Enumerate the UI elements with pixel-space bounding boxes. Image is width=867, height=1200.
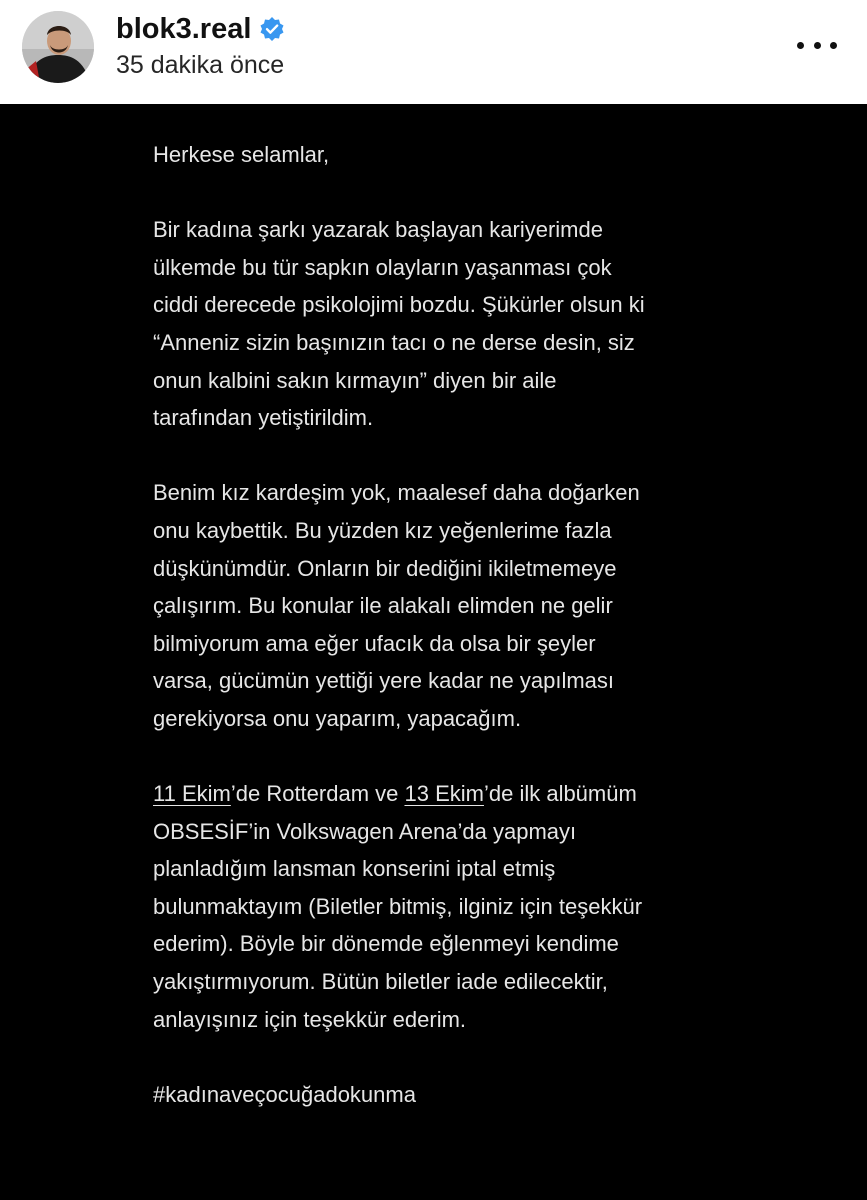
paragraph-2-line: gerekiyorsa onu yaparım, yapacağım. — [153, 705, 522, 731]
avatar[interactable] — [22, 11, 94, 83]
post-text — [153, 136, 753, 1113]
more-options-icon[interactable] — [797, 28, 837, 62]
dot — [830, 42, 837, 49]
paragraph-2-line: bilmiyorum ama eğer ufacık da olsa bir şeyler — [153, 630, 596, 656]
dot — [814, 42, 821, 49]
username-row — [116, 12, 285, 46]
date-link-11-ekim[interactable]: 11 Ekim — [153, 781, 231, 807]
paragraph-2-line: çalışırım. Bu konular ile alakalı elimden ne gelir — [153, 593, 613, 619]
paragraph-1-line: tarafından yetiştirildim. — [153, 405, 374, 431]
paragraph-3-line: bulunmaktayım (Biletler bitmiş, ilginiz için teşekkür — [153, 893, 643, 919]
paragraph-3-line: ederim). Böyle bir dönemde eğlenmeyi kendime — [153, 931, 619, 957]
paragraph-3-first-line — [153, 775, 753, 813]
paragraph-2-line: onu kaybettik. Bu yüzden kız yeğenlerime fazla — [153, 517, 612, 543]
paragraph-3-line: anlayışınız için teşekkür ederim. — [153, 1006, 467, 1032]
date-link-13-ekim[interactable]: 13 Ekim — [404, 781, 484, 807]
verified-badge-icon — [259, 16, 285, 42]
dot — [797, 42, 804, 49]
username[interactable]: blok3.real — [116, 13, 252, 45]
text-segment: ’de ilk albümüm — [483, 781, 637, 807]
paragraph-1-line: ülkemde bu tür sapkın olayların yaşanması çok — [153, 254, 612, 280]
avatar-image — [22, 11, 94, 83]
paragraph-3-line: planladığım lansman konserini iptal etmiş — [153, 856, 556, 882]
paragraph-1-line: onun kalbini sakın kırmayın” diyen bir aile — [153, 367, 557, 393]
greeting: Herkese selamlar, — [153, 142, 330, 167]
post-timestamp: 35 dakika önce — [116, 51, 285, 79]
hashtag[interactable]: #kadınaveçocuğadokunma — [153, 1081, 416, 1107]
text-segment: ’de Rotterdam ve — [230, 781, 405, 807]
paragraph-2-line: varsa, gücümün yettiği yere kadar ne yapılması — [153, 668, 615, 694]
paragraph-2-line: düşkünümdür. Onların bir dediğini ikiletmemeye — [153, 555, 617, 581]
paragraph-1-line: ciddi derecede psikolojimi bozdu. Şükürler olsun ki — [153, 292, 645, 318]
paragraph-2-line: Benim kız kardeşim yok, maalesef daha doğarken — [153, 480, 640, 506]
paragraph-3-line: OBSESİF’in Volkswagen Arena’da yapmayı — [153, 818, 577, 844]
post-header — [0, 0, 867, 104]
paragraph-3-line: yakıştırmıyorum. Bütün biletler iade edilecektir, — [153, 969, 608, 995]
paragraph-1-line: Bir kadına şarkı yazarak başlayan kariyerimde — [153, 217, 603, 243]
post-image — [0, 104, 867, 1200]
paragraph-1-line: “Anneniz sizin başınızın tacı o ne derse desin, siz — [153, 329, 635, 355]
